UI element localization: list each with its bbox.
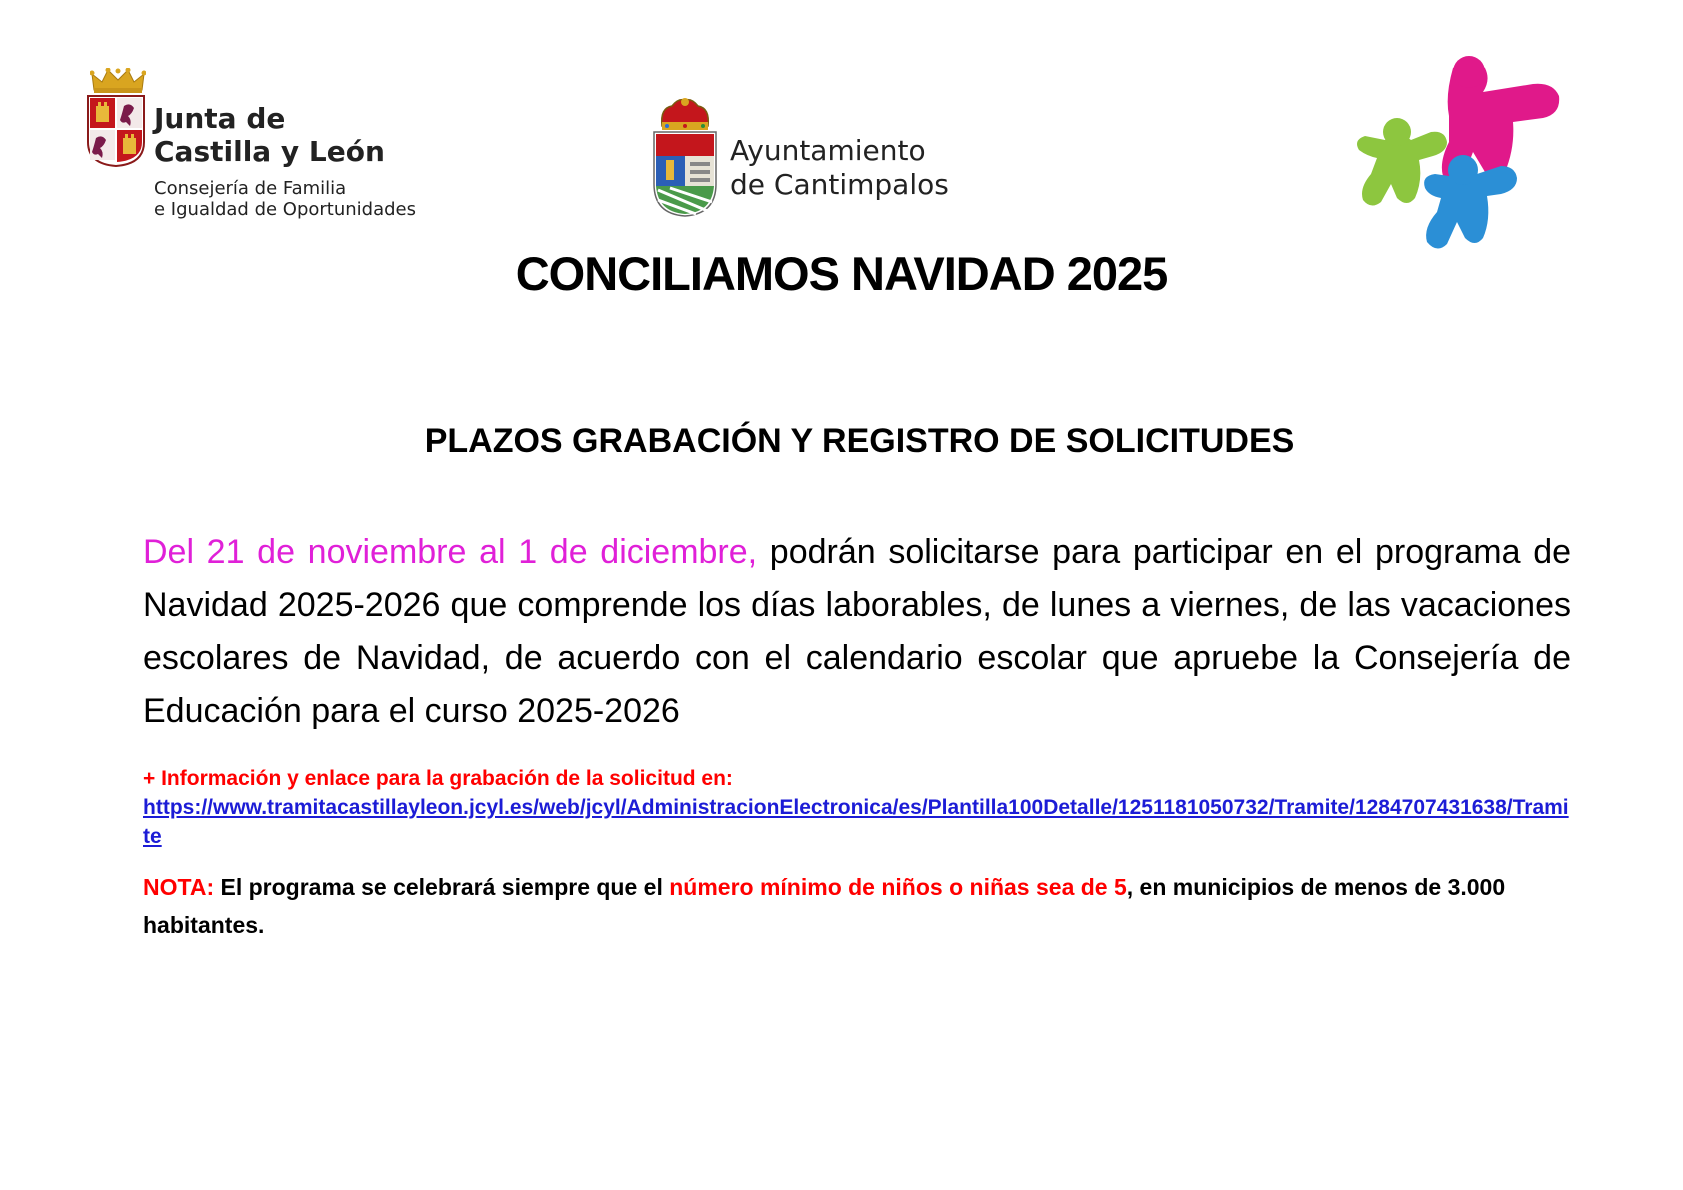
- section-heading: PLAZOS GRABACIÓN Y REGISTRO DE SOLICITUDES: [424, 422, 1295, 460]
- note-text-before: El programa se celebrará siempre que el: [214, 874, 670, 900]
- date-range-highlight: Del 21 de noviembre al 1 de diciembre,: [143, 533, 758, 571]
- jcyl-dept-line1: Consejería de Familia: [154, 178, 347, 199]
- note-highlight: número mínimo de niños o niñas sea de 5: [669, 874, 1127, 900]
- body-text: podrán solicitarse para participar en el programa de Navidad 2025-2026 que comprende los días laborables, de lunes a viernes, de las vacaciones escolares de Navidad, de acuerdo con el calendario escolar que apruebe la Consejería de Educación para el curso 2025-2026: [143, 533, 1572, 730]
- people-figures-icon: [1345, 52, 1585, 267]
- info-label: + Información y enlace para la grabación de la solicitud en:: [143, 767, 733, 790]
- ayuntamiento-name: [730, 134, 949, 202]
- jcyl-department: [154, 178, 416, 220]
- note-label: NOTA:: [143, 874, 215, 900]
- info-block: [143, 764, 1583, 851]
- ayuntamiento-logo: [650, 96, 970, 226]
- main-title: CONCILIAMOS NAVIDAD 2025: [515, 247, 1168, 300]
- shield-icon: [86, 94, 146, 168]
- note: [143, 868, 1583, 944]
- ayuntamiento-line2: de Cantimpalos: [730, 168, 949, 201]
- jcyl-logo: [86, 68, 426, 228]
- crown-icon: [90, 68, 146, 94]
- note-text-after: , en municipios de menos de 3.000 habitantes.: [143, 874, 1506, 938]
- application-link[interactable]: https://www.tramitacastillayleon.jcyl.es/web/jcyl/AdministracionElectronica/es/Plantilla100Detalle/1251181050732/Tramite/1284707431638/Tramite: [143, 796, 1569, 848]
- jcyl-name-line1: Junta de: [154, 102, 286, 135]
- ayuntamiento-line1: Ayuntamiento: [730, 134, 926, 167]
- jcyl-dept-line2: e Igualdad de Oportunidades: [154, 199, 417, 220]
- municipal-crest-icon: [650, 96, 720, 220]
- body-paragraph: [143, 526, 1571, 738]
- jcyl-name: [154, 102, 385, 168]
- jcyl-name-line2: Castilla y León: [154, 135, 385, 168]
